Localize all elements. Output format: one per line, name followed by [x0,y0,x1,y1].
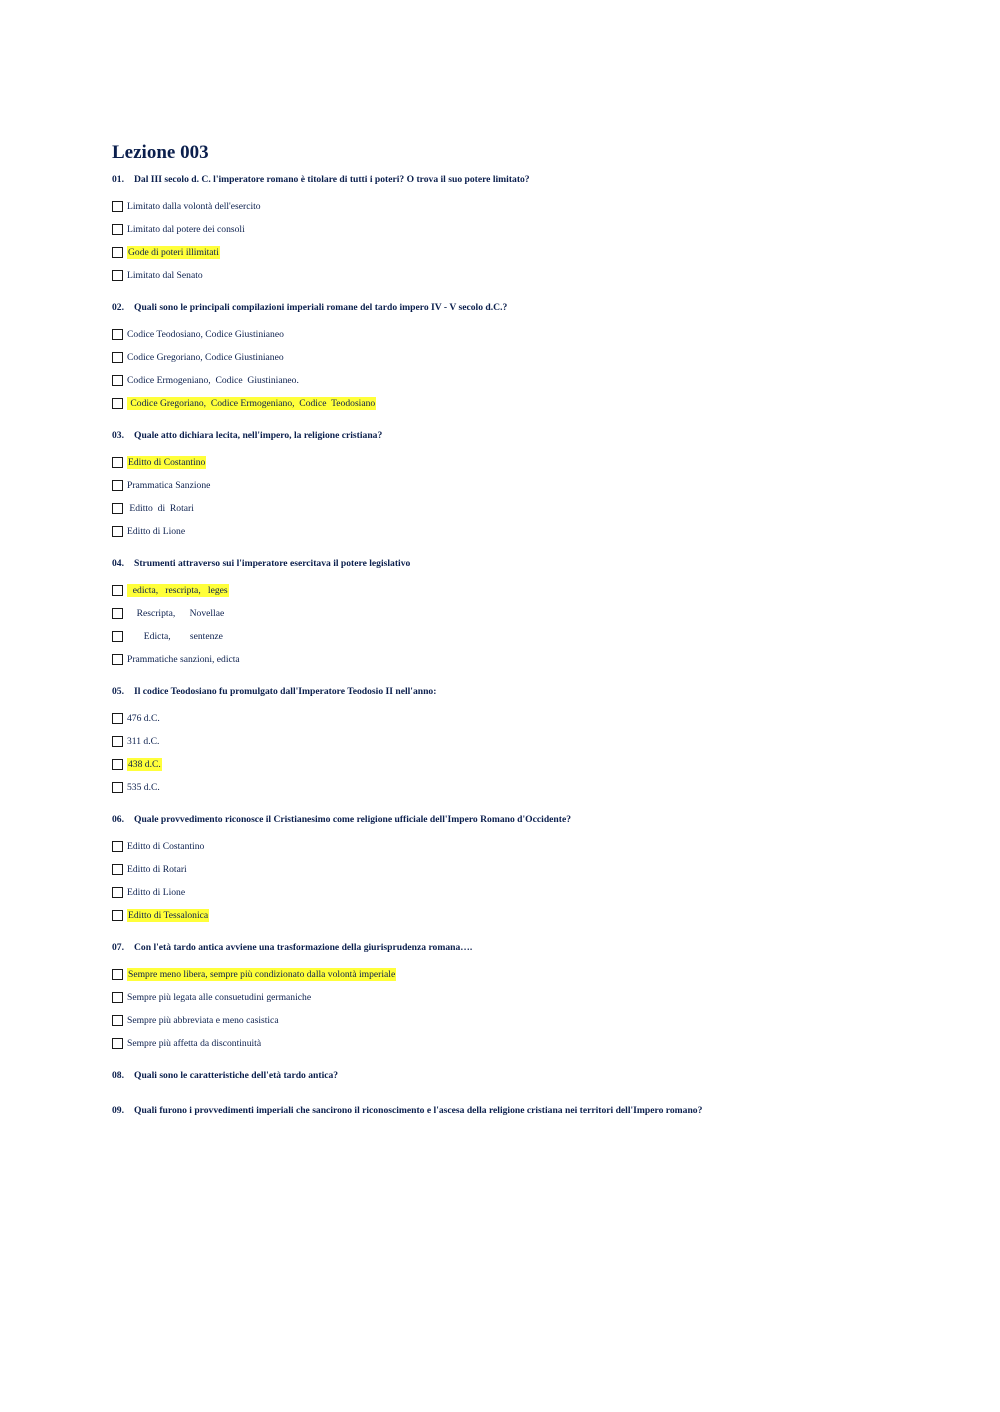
answer-label: Sempre più affetta da discontinuità [127,1038,262,1049]
answer-option[interactable] [112,497,952,520]
question-text [112,557,952,570]
answer-label: Codice Teodosiano, Codice Giustinianeo [127,329,284,340]
question-3 [112,429,952,543]
question-label: Il codice Teodosiano fu promulgato dall'Imperatore Teodosio II nell'anno: [134,686,437,697]
question-label: Quali sono le caratteristiche dell'età tardo antica? [134,1070,339,1081]
answer-label: Rescripta, Novellae [127,608,225,619]
question-4 [112,557,952,671]
answer-option[interactable] [112,451,952,474]
answer-option[interactable] [112,753,952,776]
answer-label-highlighted: Editto di Tessalonica [128,910,209,921]
answer-checkbox[interactable] [112,270,123,281]
answer-label: 535 d.C. [127,782,160,793]
answer-option[interactable] [112,218,952,241]
question-label: Dal III secolo d. C. l'imperatore romano è titolare di tutti i poteri? O trova il suo potere limitato? [134,174,530,185]
question-1 [112,173,952,287]
answer-checkbox[interactable] [112,480,123,491]
answer-option[interactable] [112,904,952,927]
question-number: 06. [112,814,124,825]
answer-label: Edicta, sentenze [127,631,223,642]
answer-option[interactable] [112,520,952,543]
question-5 [112,685,952,799]
answer-checkbox[interactable] [112,736,123,747]
answer-option[interactable] [112,1032,952,1055]
answer-label-highlighted: edicta, rescripta, leges [128,585,228,596]
answer-checkbox[interactable] [112,1015,123,1026]
answer-option[interactable] [112,602,952,625]
answer-checkbox[interactable] [112,631,123,642]
answer-option[interactable] [112,474,952,497]
answer-label: Editto di Costantino [127,841,205,852]
answer-label-highlighted: Sempre meno libera, sempre più condizionato dalla volontà imperiale [128,969,396,980]
answer-checkbox[interactable] [112,1038,123,1049]
answer-option[interactable] [112,963,952,986]
question-number: 04. [112,558,124,569]
answer-option[interactable] [112,858,952,881]
question-8 [112,1069,952,1082]
answer-label: 476 d.C. [127,713,160,724]
answer-label: Limitato dal potere dei consoli [127,224,245,235]
question-6 [112,813,952,927]
question-number: 05. [112,686,124,697]
answer-option[interactable] [112,776,952,799]
answer-checkbox[interactable] [112,329,123,340]
question-text [112,429,952,442]
answer-option[interactable] [112,625,952,648]
answer-label: Limitato dal Senato [127,270,203,281]
answer-checkbox[interactable] [112,503,123,514]
question-label: Con l'età tardo antica avviene una trasformazione della giurisprudenza romana…. [134,942,473,953]
answer-option[interactable] [112,835,952,858]
question-label: Quali furono i provvedimenti imperiali che sancirono il riconoscimento e l'ascesa della religione cristiana nei territori dell'Impero romano? [134,1105,703,1116]
answer-option[interactable] [112,346,952,369]
question-label: Quale atto dichiara lecita, nell'impero, la religione cristiana? [134,430,383,441]
answer-option[interactable] [112,579,952,602]
answer-label: 311 d.C. [127,736,160,747]
answer-checkbox[interactable] [112,247,123,258]
question-list [112,173,952,1117]
question-number: 02. [112,302,124,313]
answer-label: Codice Ermogeniano, Codice Giustinianeo. [127,375,299,386]
answer-checkbox[interactable] [112,375,123,386]
question-text [112,813,952,826]
question-number: 03. [112,430,124,441]
question-number: 07. [112,942,124,953]
question-label: Strumenti attraverso sui l'imperatore esercitava il potere legislativo [134,558,411,569]
answer-option[interactable] [112,264,952,287]
answer-checkbox[interactable] [112,864,123,875]
answer-checkbox[interactable] [112,398,123,409]
answer-checkbox[interactable] [112,526,123,537]
answer-checkbox[interactable] [112,887,123,898]
answer-option[interactable] [112,986,952,1009]
answer-label-highlighted: Gode di poteri illimitati [128,247,219,258]
answer-checkbox[interactable] [112,910,123,921]
lesson-title: Lezione 003 [112,142,209,163]
answer-label: Prammatica Sanzione [127,480,211,491]
question-label: Quale provvedimento riconosce il Cristianesimo come religione ufficiale dell'Impero Romano d'Occidente? [134,814,571,825]
answer-checkbox[interactable] [112,759,123,770]
answer-checkbox[interactable] [112,992,123,1003]
answer-option[interactable] [112,648,952,671]
answer-label: Codice Gregoriano, Codice Giustinianeo [127,352,284,363]
answer-checkbox[interactable] [112,608,123,619]
question-number: 09. [112,1105,124,1116]
question-text [112,685,952,698]
answer-label-highlighted: 438 d.C. [128,759,161,770]
answer-checkbox[interactable] [112,585,123,596]
answer-checkbox[interactable] [112,841,123,852]
answer-label-highlighted: Codice Gregoriano, Codice Ermogeniano, Codice Teodosiano [128,398,376,409]
answer-label: Limitato dalla volontà dell'esercito [127,201,261,212]
question-text [112,173,952,186]
answer-option[interactable] [112,392,952,415]
answer-label: Sempre più abbreviata e meno casistica [127,1015,279,1026]
answer-checkbox[interactable] [112,352,123,363]
answer-label: Editto di Rotari [127,864,187,875]
answer-label-highlighted: Editto di Costantino [128,457,206,468]
answer-checkbox[interactable] [112,969,123,980]
question-number: 08. [112,1070,124,1081]
answer-option[interactable] [112,323,952,346]
question-text [112,1104,952,1117]
question-text [112,301,952,314]
answer-checkbox[interactable] [112,782,123,793]
question-label: Quali sono le principali compilazioni imperiali romane del tardo impero IV - V secolo d.C.? [134,302,508,313]
document-page [112,142,952,1139]
question-2 [112,301,952,415]
answer-option[interactable] [112,241,952,264]
answer-option[interactable] [112,730,952,753]
answer-option[interactable] [112,881,952,904]
answer-label: Editto di Lione [127,526,186,537]
answer-checkbox[interactable] [112,654,123,665]
answer-checkbox[interactable] [112,713,123,724]
answer-checkbox[interactable] [112,457,123,468]
answer-option[interactable] [112,369,952,392]
question-text [112,941,952,954]
question-number: 01. [112,174,124,185]
question-7 [112,941,952,1055]
answer-checkbox[interactable] [112,224,123,235]
answer-label: Editto di Lione [127,887,186,898]
question-text [112,1069,952,1082]
answer-option[interactable] [112,1009,952,1032]
answer-label: Prammatiche sanzioni, edicta [127,654,240,665]
question-9 [112,1104,952,1117]
answer-option[interactable] [112,707,952,730]
answer-option[interactable] [112,195,952,218]
answer-label: Sempre più legata alle consuetudini germaniche [127,992,312,1003]
answer-label: Editto di Rotari [127,503,194,514]
answer-checkbox[interactable] [112,201,123,212]
